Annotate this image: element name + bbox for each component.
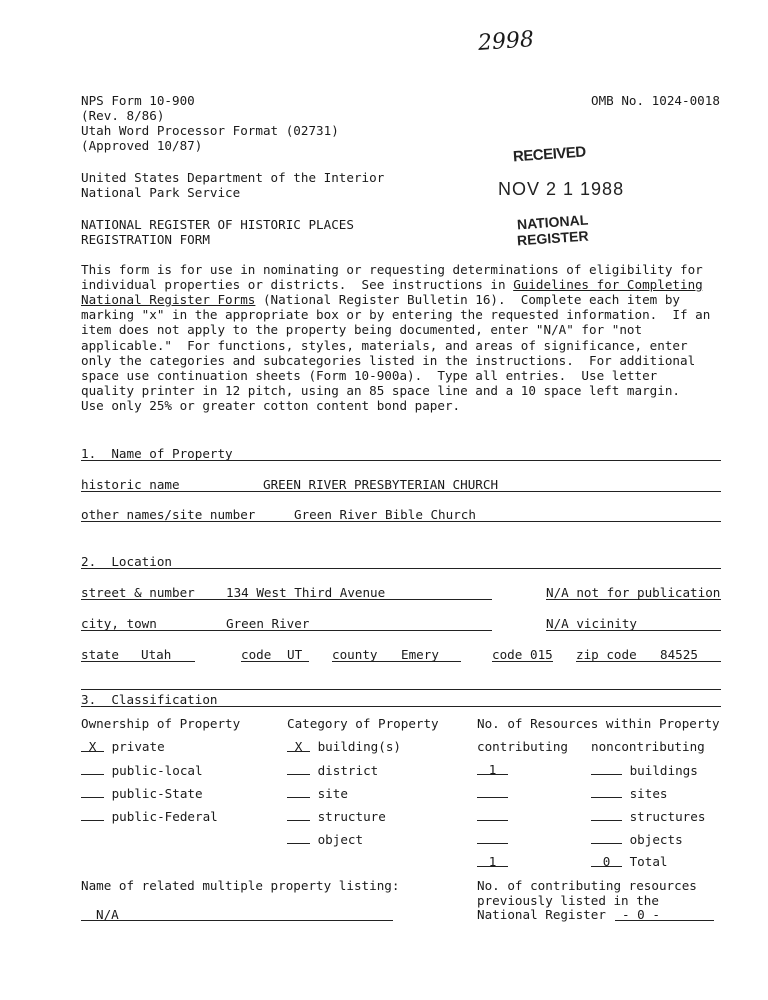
street-line bbox=[81, 599, 492, 600]
form-revision: (Rev. 8/86) bbox=[81, 108, 165, 123]
resource-row: sites bbox=[591, 785, 668, 801]
category-option[interactable]: structure bbox=[287, 808, 386, 824]
vicinity: N/A vicinity bbox=[546, 616, 637, 631]
zip-label: zip code bbox=[576, 647, 637, 662]
ownership-option[interactable]: X private bbox=[81, 739, 165, 754]
county-label: county bbox=[332, 647, 378, 662]
resource-row: objects bbox=[591, 831, 683, 847]
other-names-label: other names/site number bbox=[81, 507, 256, 522]
checkbox[interactable] bbox=[81, 808, 104, 821]
resource-row bbox=[477, 831, 508, 847]
category-option[interactable]: district bbox=[287, 762, 378, 778]
divider bbox=[81, 460, 721, 461]
state-code-value: UT bbox=[287, 647, 303, 662]
historic-name-line bbox=[81, 491, 721, 492]
form-title-line2: REGISTRATION FORM bbox=[81, 232, 210, 247]
previously-listed-line1: No. of contributing resources bbox=[477, 878, 697, 893]
state-label: state bbox=[81, 647, 119, 662]
ownership-option[interactable]: public-State bbox=[81, 785, 203, 801]
county-line bbox=[332, 661, 461, 662]
checkbox[interactable] bbox=[287, 762, 310, 775]
previously-listed-line2: previously listed in the bbox=[477, 893, 659, 908]
contributing-count[interactable] bbox=[477, 785, 508, 798]
county-code-line bbox=[492, 661, 553, 662]
city-value: Green River bbox=[226, 616, 310, 631]
state-value: Utah bbox=[141, 647, 172, 662]
instructions-line: space use continuation sheets (Form 10-900a). Type all entries. Use letter bbox=[81, 368, 658, 383]
instructions-line: only the categories and subcategories listed in the instructions. For additional bbox=[81, 353, 696, 368]
county-code-value: 015 bbox=[530, 647, 553, 662]
divider bbox=[81, 706, 721, 707]
noncontributing-count[interactable] bbox=[591, 762, 622, 775]
checkbox[interactable] bbox=[81, 762, 104, 775]
section1-heading: 1. Name of Property bbox=[81, 446, 233, 461]
resource-row: buildings bbox=[591, 762, 698, 778]
contributing-count[interactable] bbox=[477, 808, 508, 821]
zip-value: 84525 bbox=[660, 647, 698, 662]
stamp-date: NOV 2 1 1988 bbox=[498, 179, 625, 199]
noncontributing-count[interactable] bbox=[591, 831, 622, 844]
noncontributing-label: noncontributing bbox=[591, 739, 705, 754]
form-number: NPS Form 10-900 bbox=[81, 93, 195, 108]
noncontributing-total[interactable]: 0 bbox=[591, 854, 622, 867]
noncontributing-count[interactable] bbox=[591, 808, 622, 821]
section3-heading: 3. Classification bbox=[81, 692, 218, 707]
street-value: 134 West Third Avenue bbox=[226, 585, 386, 600]
previously-listed-line3: National Register bbox=[477, 907, 606, 922]
related-listing-value[interactable]: N/A bbox=[96, 907, 119, 922]
divider bbox=[81, 689, 721, 690]
historic-name-label: historic name bbox=[81, 477, 180, 492]
category-heading: Category of Property bbox=[287, 716, 439, 731]
resource-total-row: 0 Total bbox=[591, 854, 668, 869]
form-title-line1: NATIONAL REGISTER OF HISTORIC PLACES bbox=[81, 217, 354, 232]
stamp-org-line1: NATIONAL bbox=[516, 211, 589, 233]
checkbox[interactable]: X bbox=[81, 739, 104, 752]
contributing-label: contributing bbox=[477, 739, 568, 754]
checkbox[interactable] bbox=[287, 808, 310, 821]
resource-row bbox=[477, 808, 508, 824]
ownership-option[interactable]: public-Federal bbox=[81, 808, 218, 824]
city-label: city, town bbox=[81, 616, 157, 631]
checkbox[interactable] bbox=[81, 785, 104, 798]
instructions-line: marking "x" in the appropriate box or by entering the requested information. If an bbox=[81, 307, 711, 322]
resources-heading: No. of Resources within Property bbox=[477, 716, 720, 731]
omb-number: OMB No. 1024-0018 bbox=[591, 93, 720, 108]
category-option[interactable]: object bbox=[287, 831, 363, 847]
related-listing-line bbox=[81, 920, 393, 921]
state-line bbox=[81, 661, 195, 662]
agency-department: United States Department of the Interior bbox=[81, 170, 385, 185]
contributing-count[interactable] bbox=[477, 831, 508, 844]
agency-service: National Park Service bbox=[81, 185, 241, 200]
street-label: street & number bbox=[81, 585, 195, 600]
city-line bbox=[81, 630, 492, 631]
guidelines-link-cont: National Register Forms bbox=[81, 292, 256, 307]
not-for-publication: N/A not for publication bbox=[546, 585, 721, 600]
resource-row bbox=[477, 785, 508, 801]
instructions-line: National Register Forms (National Register Bulletin 16). Complete each item by bbox=[81, 292, 680, 307]
state-code-label: code bbox=[241, 647, 272, 662]
contributing-total[interactable]: 1 bbox=[477, 854, 508, 867]
not-for-publication-line bbox=[546, 599, 721, 600]
vicinity-line bbox=[546, 630, 721, 631]
stamp-received: RECEIVED bbox=[512, 143, 587, 166]
instructions-line: item does not apply to the property being documented, enter "N/A" for "not bbox=[81, 322, 643, 337]
contributing-count[interactable]: 1 bbox=[477, 762, 508, 775]
checkbox[interactable]: X bbox=[287, 739, 310, 752]
instructions-line: Use only 25% or greater cotton content bond paper. bbox=[81, 398, 461, 413]
resource-total-row bbox=[477, 854, 508, 869]
form-format: Utah Word Processor Format (02731) bbox=[81, 123, 339, 138]
guidelines-link: Guidelines for Completing bbox=[513, 277, 703, 292]
county-code-label: code bbox=[492, 647, 523, 662]
resource-row: structures bbox=[591, 808, 705, 824]
other-names-value: Green River Bible Church bbox=[294, 507, 476, 522]
instructions-line: quality printer in 12 pitch, using an 85 space line and a 10 space left margin. bbox=[81, 383, 680, 398]
category-option[interactable]: X building(s) bbox=[287, 739, 401, 754]
state-code-line bbox=[241, 661, 309, 662]
form-approved: (Approved 10/87) bbox=[81, 138, 203, 153]
county-value: Emery bbox=[401, 647, 439, 662]
ownership-heading: Ownership of Property bbox=[81, 716, 241, 731]
checkbox[interactable] bbox=[287, 831, 310, 844]
previously-listed-value[interactable]: - 0 - bbox=[622, 907, 660, 922]
historic-name-value: GREEN RIVER PRESBYTERIAN CHURCH bbox=[263, 477, 499, 492]
related-listing-label: Name of related multiple property listing: bbox=[81, 878, 400, 893]
instructions-line: applicable." For functions, styles, materials, and areas of significance, enter bbox=[81, 338, 688, 353]
other-names-line bbox=[81, 521, 721, 522]
instructions-line: This form is for use in nominating or requesting determinations of eligibility for bbox=[81, 262, 703, 277]
section2-heading: 2. Location bbox=[81, 554, 172, 569]
zip-line bbox=[576, 661, 721, 662]
checkbox[interactable] bbox=[287, 785, 310, 798]
handwritten-number: 2998 bbox=[477, 27, 535, 56]
ownership-option[interactable]: public-local bbox=[81, 762, 203, 778]
divider bbox=[81, 568, 721, 569]
stamp-org-line2: REGISTER bbox=[516, 227, 590, 249]
category-option[interactable]: site bbox=[287, 785, 348, 801]
instructions-line: individual properties or districts. See instructions in Guidelines for Completing bbox=[81, 277, 703, 292]
noncontributing-count[interactable] bbox=[591, 785, 622, 798]
resource-row bbox=[477, 762, 508, 777]
previously-listed-line bbox=[615, 920, 714, 921]
